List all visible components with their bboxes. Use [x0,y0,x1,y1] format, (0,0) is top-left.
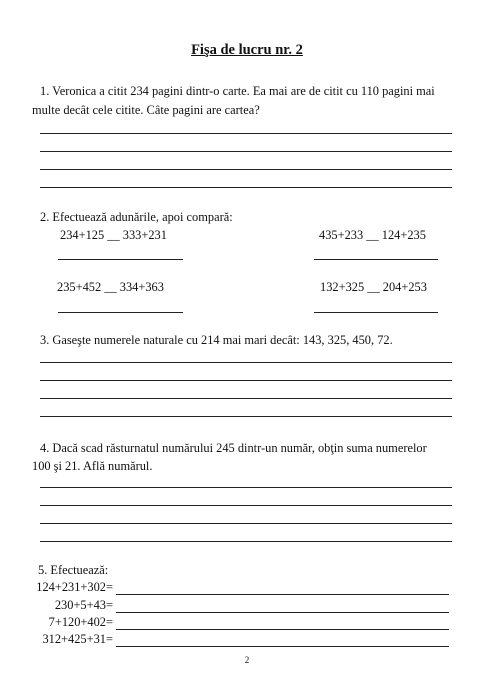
comparison-item: 435+233 __ 124+235 [319,228,426,242]
answer-line [40,523,452,524]
answer-line [40,151,452,152]
sum-expression: 7+120+402= [48,615,113,629]
comparison-item: 132+325 __ 204+253 [320,280,427,294]
answer-line [116,612,449,613]
worksheet-title: Fişa de lucru nr. 2 [191,42,303,58]
answer-line [40,362,452,363]
answer-line [40,133,452,134]
comparison-item: 234+125 __ 333+231 [60,228,167,242]
exercise-2-heading: 2. Efectuează adunările, apoi compară: [40,210,233,224]
answer-line [116,646,449,647]
exercise-5-heading: 5. Efectuează: [38,563,109,577]
answer-line [40,416,452,417]
answer-line [40,541,452,542]
exercise-4-text-line-1: 4. Dacă scad răsturnatul numărului 245 dintr-un număr, obţin suma numerelor [40,441,427,455]
answer-line [116,594,449,595]
sum-expression: 230+5+43= [54,598,113,612]
answer-line [58,312,183,313]
exercise-1-text-line-2: multe decât cele citite. Câte pagini are cartea? [32,103,260,117]
exercise-1-text-line-1: 1. Veronica a citit 234 pagini dintr-o carte. Ea mai are de citit cu 110 pagini mai [40,84,435,98]
answer-line [116,629,449,630]
answer-line [40,187,452,188]
sum-expression: 312+425+31= [42,632,113,646]
exercise-3-text: 3. Gaseşte numerele naturale cu 214 mai mari decât: 143, 325, 450, 72. [40,333,393,347]
answer-line [40,398,452,399]
answer-line [40,487,452,488]
comparison-item: 235+452 __ 334+363 [57,280,164,294]
answer-line [40,505,452,506]
exercise-4-text-line-2: 100 şi 21. Află numărul. [32,459,153,473]
answer-line [40,380,452,381]
sum-expression: 124+231+302= [36,580,113,594]
answer-line [314,312,438,313]
answer-line [58,259,183,260]
page-number: 2 [244,655,250,665]
answer-line [314,259,438,260]
answer-line [40,169,452,170]
